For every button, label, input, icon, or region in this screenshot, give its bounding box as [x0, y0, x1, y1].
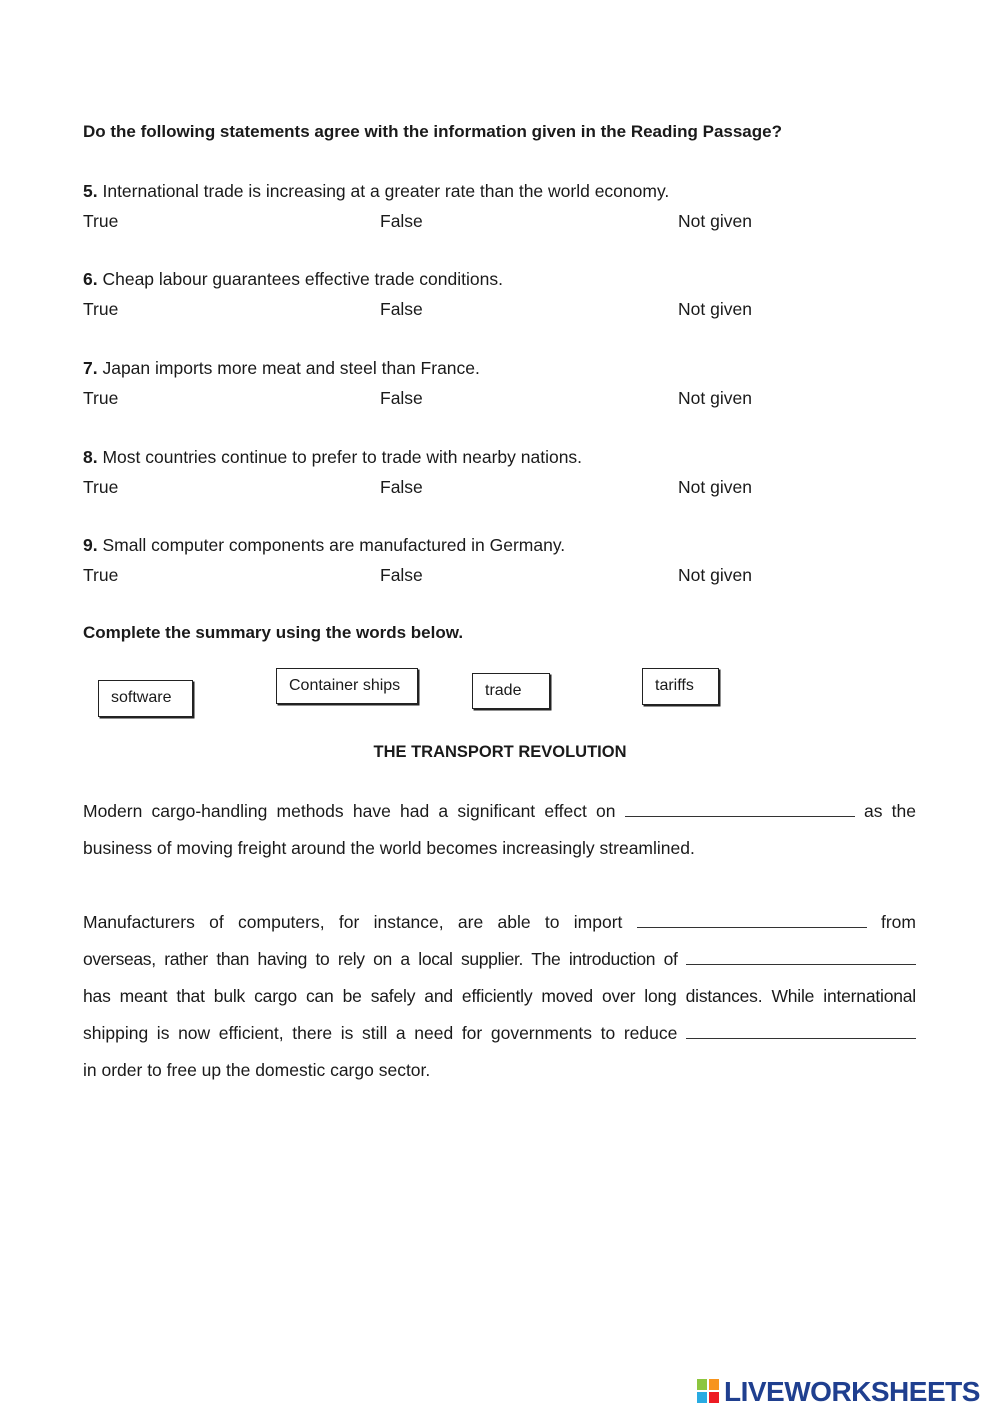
paragraph-line [83, 1015, 916, 1052]
question-5 [83, 181, 669, 202]
answer-blank-3[interactable] [686, 950, 916, 965]
question-text: Most countries continue to prefer to trade with nearby nations. [97, 447, 583, 467]
question-text: Small computer components are manufactured in Germany. [97, 535, 566, 555]
word-bank-container-ships[interactable]: Container ships [276, 668, 418, 704]
question-number: 8. [83, 447, 98, 467]
q7-option-false[interactable]: False [380, 388, 423, 408]
summary-title: THE TRANSPORT REVOLUTION [373, 743, 627, 761]
q6-option-true[interactable]: True [83, 299, 119, 319]
paragraph-line: in order to free up the domestic cargo sector. [83, 1060, 431, 1080]
word-bank-software[interactable]: software [98, 680, 193, 717]
text-segment: from [880, 912, 916, 932]
word-bank-tariffs[interactable]: tariffs [642, 668, 719, 705]
paragraph-line [83, 941, 916, 978]
q9-option-not-given[interactable]: Not given [678, 565, 752, 585]
answer-blank-2[interactable] [637, 913, 867, 928]
answer-blank-1[interactable] [625, 802, 855, 817]
paragraph-line [83, 904, 916, 941]
q9-option-true[interactable]: True [83, 565, 119, 585]
word-bank-trade[interactable]: trade [472, 673, 550, 709]
question-text: Cheap labour guarantees effective trade conditions. [97, 269, 503, 289]
question-7 [83, 358, 480, 379]
text-segment: Manufacturers of computers, for instance, are able to import [83, 912, 623, 932]
q9-option-false[interactable]: False [380, 565, 423, 585]
question-number: 5. [83, 181, 98, 201]
q8-option-false[interactable]: False [380, 477, 423, 497]
question-number: 9. [83, 535, 98, 555]
summary-instructions: Complete the summary using the words below. [83, 623, 464, 642]
q8-option-true[interactable]: True [83, 477, 119, 497]
question-6 [83, 269, 503, 290]
q6-option-not-given[interactable]: Not given [678, 299, 752, 319]
answer-blank-4[interactable] [686, 1024, 916, 1039]
text-segment: overseas, rather than having to rely on a local supplier. The introduction of [83, 949, 678, 969]
paragraph-line: has meant that bulk cargo can be safely and efficiently moved over long distances. While international [83, 986, 916, 1006]
question-text: International trade is increasing at a greater rate than the world economy. [97, 181, 670, 201]
text-segment: Modern cargo-handling methods have had a significant effect on [83, 801, 616, 821]
question-number: 6. [83, 269, 98, 289]
q6-option-false[interactable]: False [380, 299, 423, 319]
text-segment: as the [863, 801, 916, 821]
question-8 [83, 447, 582, 468]
question-number: 7. [83, 358, 98, 378]
tfng-instructions: Do the following statements agree with the information given in the Reading Passage? [83, 122, 782, 141]
liveworksheets-logo [697, 1376, 980, 1408]
question-text: Japan imports more meat and steel than France. [97, 358, 480, 378]
q5-option-not-given[interactable]: Not given [678, 211, 752, 231]
q7-option-true[interactable]: True [83, 388, 119, 408]
summary-paragraph-2 [83, 904, 916, 1089]
question-9 [83, 535, 565, 556]
summary-paragraph-1 [83, 793, 916, 867]
logo-text: LIVEWORKSHEETS [724, 1376, 980, 1407]
q8-option-not-given[interactable]: Not given [678, 477, 752, 497]
q5-option-false[interactable]: False [380, 211, 423, 231]
q5-option-true[interactable]: True [83, 211, 119, 231]
paragraph-line [83, 793, 916, 830]
text-segment: shipping is now efficient, there is still a need for governments to reduce [83, 1023, 678, 1043]
q7-option-not-given[interactable]: Not given [678, 388, 752, 408]
paragraph-line: business of moving freight around the world becomes increasingly streamlined. [83, 838, 695, 858]
logo-icon [697, 1379, 721, 1405]
